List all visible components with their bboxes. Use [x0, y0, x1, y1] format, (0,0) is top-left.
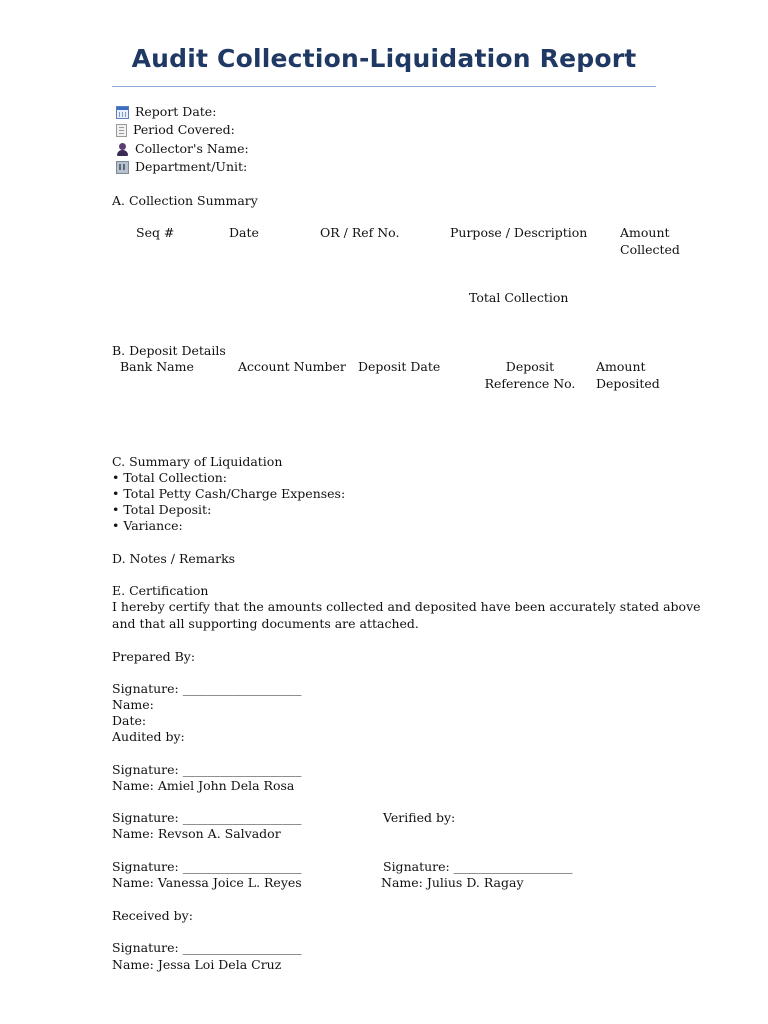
auditor2-name: Name: Revson A. Salvador: [112, 826, 281, 841]
col-bank-header: Bank Name: [120, 359, 194, 374]
page-title: Audit Collection-Liquidation Report: [131, 44, 637, 73]
certification-text-line2: and that all supporting documents are attached.: [112, 616, 419, 631]
col-date-header: Date: [229, 225, 259, 240]
building-icon: [116, 161, 129, 174]
verifier-signature-line: Signature: ___________________: [383, 859, 573, 874]
col-amount-deposited-line2: Deposited: [596, 376, 660, 391]
col-or-ref-header: OR / Ref No.: [320, 225, 400, 240]
person-icon: [116, 143, 129, 156]
verified-by-label: Verified by:: [383, 810, 456, 825]
meta-department: [116, 159, 247, 175]
section-a-heading: A. Collection Summary: [112, 193, 258, 208]
auditor3-name: Name: Vanessa Joice L. Reyes: [112, 875, 302, 890]
col-purpose-header: Purpose / Description: [450, 225, 588, 240]
auditor1-name: Name: Amiel John Dela Rosa: [112, 778, 295, 793]
auditor3-signature-line: Signature: ___________________: [112, 859, 302, 874]
prepared-name: Name:: [112, 697, 154, 712]
calendar-icon: [116, 106, 129, 119]
meta-report-date: [116, 104, 216, 120]
prepared-date: Date:: [112, 713, 147, 728]
receiver-signature-line: Signature: ___________________: [112, 940, 302, 955]
liquidation-item: • Total Deposit:: [112, 502, 212, 517]
receiver-name: Name: Jessa Loi Dela Cruz: [112, 957, 282, 972]
auditor2-signature-line: Signature: ___________________: [112, 810, 302, 825]
meta-collector-name: [116, 141, 249, 157]
meta-label: Report Date:: [135, 104, 217, 119]
received-by-label: Received by:: [112, 908, 193, 923]
col-account-header: Account Number: [238, 359, 346, 374]
section-b-heading: B. Deposit Details: [112, 343, 226, 358]
col-seq-header: Seq #: [136, 225, 175, 240]
document-icon: [116, 124, 127, 137]
col-amount-header-line2: Collected: [620, 242, 680, 257]
verifier-name: Name: Julius D. Ragay: [381, 875, 524, 890]
meta-period-covered: [116, 122, 235, 138]
meta-label: Period Covered:: [133, 122, 235, 137]
liquidation-item: • Total Petty Cash/Charge Expenses:: [112, 486, 346, 501]
liquidation-item: • Variance:: [112, 518, 183, 533]
col-amount-header-line1: Amount: [620, 225, 670, 240]
meta-label: Collector's Name:: [135, 141, 249, 156]
section-d-heading: D. Notes / Remarks: [112, 551, 236, 566]
section-c-heading: C. Summary of Liquidation: [112, 454, 283, 469]
col-deposit-ref-header-line1: Deposit: [505, 359, 555, 374]
title-divider: [112, 86, 656, 87]
certification-text-line1: I hereby certify that the amounts collected and deposited have been accurately stated above: [112, 599, 701, 614]
col-deposit-date-header: Deposit Date: [358, 359, 441, 374]
col-deposit-ref-header-line2: Reference No.: [484, 376, 576, 391]
liquidation-item: • Total Collection:: [112, 470, 227, 485]
total-collection-label: Total Collection: [469, 290, 569, 305]
auditor1-signature-line: Signature: ___________________: [112, 762, 302, 777]
col-amount-deposited-line1: Amount: [596, 359, 646, 374]
prepared-signature-line: Signature: ___________________: [112, 681, 302, 696]
meta-label: Department/Unit:: [135, 159, 248, 174]
audited-by-label: Audited by:: [112, 729, 185, 744]
prepared-by-label: Prepared By:: [112, 649, 196, 664]
section-e-heading: E. Certification: [112, 583, 209, 598]
